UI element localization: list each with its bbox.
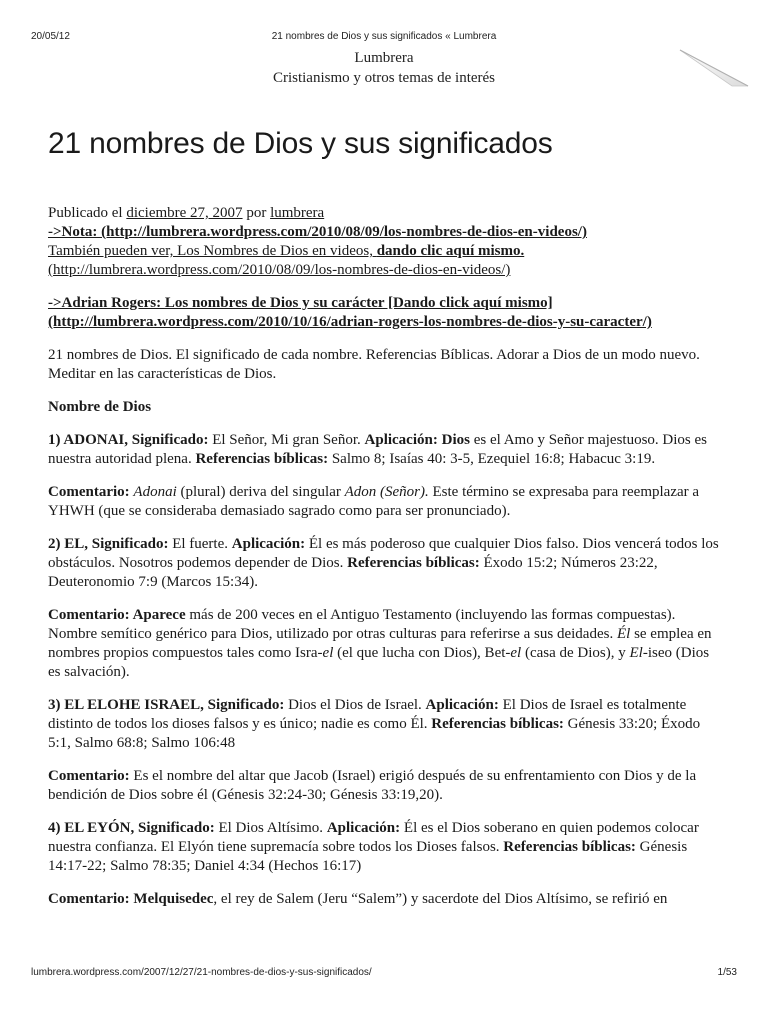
comment-text: (casa de Dios), y: [521, 645, 630, 661]
entry-name: 3) EL ELOHE ISRAEL,: [48, 697, 208, 713]
videos-url-link[interactable]: (http://lumbrera.wordpress.com/2010/08/09/los-nombres-de-dios-en-videos/): [48, 262, 511, 278]
comentario-label: Comentario:: [48, 768, 130, 784]
entry-adonai: [48, 431, 720, 469]
comment-text: -iseo (Dios es salvación).: [48, 645, 710, 680]
comment-bold: Melquisedec: [133, 891, 214, 907]
videos-link-bold: dando clic aquí mismo.: [376, 243, 525, 259]
section-heading: [48, 398, 720, 417]
comment-italic: el: [510, 645, 522, 661]
entry-significado: Dios el Dios de Israel.: [284, 697, 426, 713]
rogers-paragraph: [48, 294, 720, 332]
significado-label: Significado:: [91, 536, 169, 552]
note-paragraph: [48, 223, 720, 242]
published-prefix: Publicado el: [48, 205, 123, 221]
significado-label: Significado:: [131, 432, 209, 448]
entry-aplicacion: Él es más poderoso que cualquier Dios falso. Dios vencerá todos los obstáculos. Nosotros podemos depender de Dios.: [48, 536, 719, 571]
comentario-label: Comentario:: [48, 607, 130, 623]
note-link[interactable]: ->Nota: (http://lumbrera.wordpress.com/2010/08/09/los-nombres-de-dios-en-videos/): [48, 224, 587, 240]
aplicacion-label: Aplicación:: [425, 697, 499, 713]
comment-el-elohe-israel: [48, 767, 720, 805]
entry-referencias: Salmo 8; Isaías 40: 3-5, Ezequiel 16:8; Habacuc 3:19.: [328, 451, 656, 467]
post-date-link[interactable]: diciembre 27, 2007: [126, 205, 243, 221]
post-content: [48, 204, 720, 923]
comment-text: más de 200 veces en el Antiguo Testamento (incluyendo las formas compuestas). Nombre semítico genérico para Dios, utilizado por otras culturas para referirse a sus deidades.: [48, 607, 676, 642]
comment-italic: Adon (Señor).: [344, 484, 429, 500]
entry-referencias: Éxodo 15:2; Números 23:22, Deuteronomio 7:9 (Marcos 15:34).: [48, 555, 658, 590]
blog-name[interactable]: Lumbrera: [354, 50, 414, 66]
rogers-link[interactable]: ->Adrian Rogers: Los nombres de Dios y su carácter [Dando click aquí mismo]: [48, 295, 553, 311]
comentario-label: Comentario:: [48, 891, 130, 907]
post-title: 21 nombres de Dios y sus significados: [48, 127, 553, 160]
print-page-title: 21 nombres de Dios y sus significados « Lumbrera: [271, 31, 497, 42]
entry-name: 2) EL,: [48, 536, 92, 552]
aplicacion-bold: Dios: [437, 432, 470, 448]
entry-name: 4) EL EYÓN,: [48, 820, 139, 836]
referencias-label: Referencias bíblicas:: [195, 451, 329, 467]
print-date: 20/05/12: [31, 31, 70, 42]
entry-significado: El fuerte.: [168, 536, 232, 552]
rogers-url-link[interactable]: (http://lumbrera.wordpress.com/2010/10/16/adrian-rogers-los-nombres-de-dios-y-su-caracter/): [48, 314, 652, 330]
entry-aplicacion: es el Amo y Señor majestuoso. Dios es nuestra autoridad plena.: [48, 432, 708, 467]
significado-label: Significado:: [207, 697, 285, 713]
entry-significado: El Señor, Mi gran Señor.: [208, 432, 365, 448]
entry-el-eyon: [48, 819, 720, 876]
section-heading-text: Nombre de Dios: [48, 399, 152, 415]
entry-el-elohe-israel: [48, 696, 720, 753]
videos-link[interactable]: [48, 243, 524, 259]
videos-paragraph: [48, 242, 720, 280]
significado-label: Significado:: [138, 820, 215, 836]
comment-text: (plural) deriva del singular: [176, 484, 345, 500]
print-url: lumbrera.wordpress.com/2007/12/27/21-nombres-de-dios-y-sus-significados/: [31, 967, 372, 978]
comment-el: [48, 606, 720, 682]
comment-text: Este término se expresaba para reemplazar a YHWH (que se consideraba demasiado sagrado como para ser pronunciado).: [48, 484, 700, 519]
comment-italic: el: [322, 645, 334, 661]
comment-italic: El: [629, 645, 643, 661]
comment-el-eyon: [48, 890, 720, 909]
aplicacion-label: Aplicación:: [326, 820, 401, 836]
entry-name: 1) ADONAI,: [48, 432, 132, 448]
by-text: por: [246, 205, 267, 221]
comment-text: se emplea en nombres propios compuestos tales como Isra-: [48, 626, 712, 661]
comment-text: , el rey de Salem (Jeru “Salem”) y sacerdote del Dios Altísimo, se refirió en: [213, 891, 668, 907]
comment-italic: Adonai: [133, 484, 177, 500]
entry-significado: El Dios Altísimo.: [214, 820, 327, 836]
comment-bold: Aparece: [129, 607, 186, 623]
comment-text: (el que lucha con Dios), Bet-: [333, 645, 511, 661]
referencias-label: Referencias bíblicas:: [347, 555, 480, 571]
referencias-label: Referencias bíblicas:: [503, 839, 636, 855]
entry-referencias: Génesis 33:20; Éxodo 5:1, Salmo 68:8; Salmo 106:48: [48, 716, 701, 751]
entry-aplicacion: El Dios de Israel es totalmente distinto de todos los dioses falsos y es único; nadie es como Él.: [48, 697, 687, 732]
blog-tagline: Cristianismo y otros temas de interés: [272, 70, 496, 86]
videos-text: También pueden ver, Los Nombres de Dios en videos,: [48, 243, 377, 259]
referencias-label: Referencias bíblicas:: [431, 716, 564, 732]
comment-text: Es el nombre del altar que Jacob (Israel) erigió después de su enfrentamiento con Dios y de la bendición de Dios sobre él (Génesis 32:24-30; Génesis 33:19,20).: [48, 768, 697, 803]
comment-adonai: [48, 483, 720, 521]
comment-italic: Él: [616, 626, 631, 642]
entry-el: [48, 535, 720, 592]
entry-referencias: Génesis 14:17-22; Salmo 78:35; Daniel 4:34 (Hechos 16:17): [48, 839, 688, 874]
aplicacion-label: Aplicación:: [364, 432, 438, 448]
intro-paragraph: 21 nombres de Dios. El significado de cada nombre. Referencias Bíblicas. Adorar a Dios de un modo nuevo. Meditar en las características de Dios.: [48, 347, 700, 382]
page-curl-icon: [678, 46, 750, 88]
author-link[interactable]: lumbrera: [270, 205, 325, 221]
post-meta: [48, 204, 720, 223]
print-page-number: 1/53: [717, 967, 737, 978]
entry-aplicacion: Él es el Dios soberano en quien podemos colocar nuestra confianza. El Elyón tiene supremacía sobre todos los Dioses falsos.: [48, 820, 699, 855]
aplicacion-label: Aplicación:: [231, 536, 306, 552]
comentario-label: Comentario:: [48, 484, 130, 500]
